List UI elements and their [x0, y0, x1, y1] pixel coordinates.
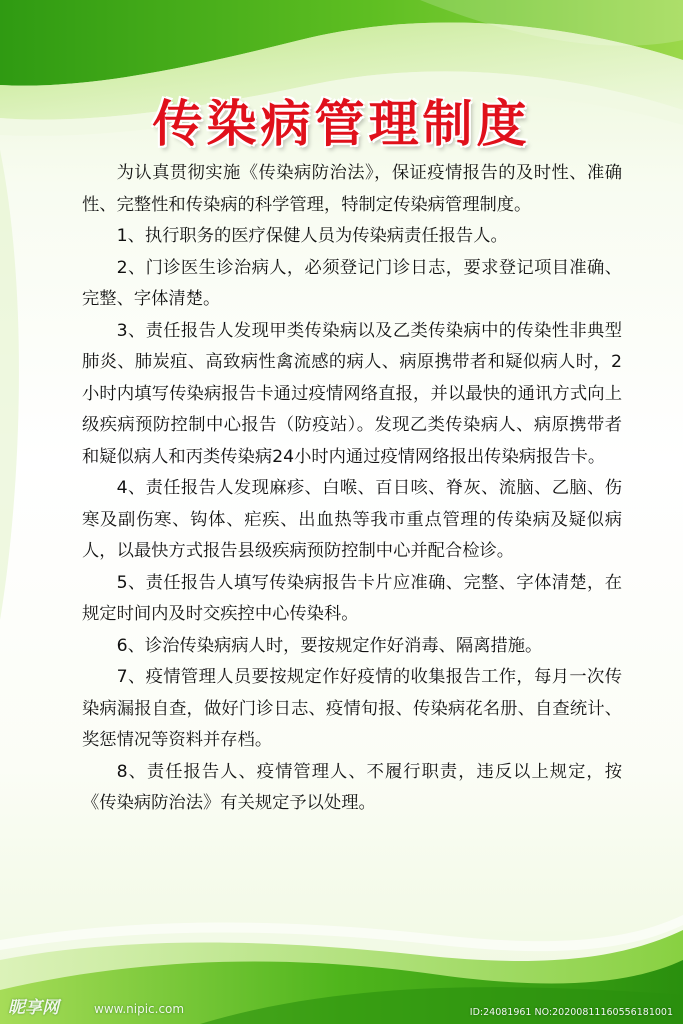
rule-item-8: 8、责任报告人、疫情管理人、不履行职责，违反以上规定，按《传染病防治法》有关规定予以处理。	[82, 761, 622, 813]
regulation-text	[82, 158, 622, 820]
rule-item-5: 5、责任报告人填写传染病报告卡片应准确、完整、字体清楚，在规定时间内及时交疾控中心传染科。	[82, 572, 622, 624]
rule-item-3: 3、责任报告人发现甲类传染病以及乙类传染病中的传染性非典型肺炎、肺炭疽、高致病性禽流感的病人、病原携带者和疑似病人时，2小时内填写传染病报告卡通过疫情网络直报，并以最快的通讯方式向上级疾病预防控制中心报告（防疫站）。发现乙类传染病人、病原携带者和疑似病人和丙类传染病24小时内通过疫情网络报出传染病报告卡。	[82, 320, 622, 467]
intro-paragraph: 为认真贯彻实施《传染病防治法》，保证疫情报告的及时性、准确性、完整性和传染病的科学管理，特制定传染病管理制度。	[82, 163, 622, 215]
watermark-id: ID:24081961 NO:20200811160556181001	[469, 1007, 673, 1018]
watermark-logo: 昵享网	[8, 998, 59, 1018]
rule-item-6: 6、诊治传染病病人时，要按规定作好消毒、隔离措施。	[116, 635, 543, 656]
rule-item-4: 4、责任报告人发现麻疹、白喉、百日咳、脊灰、流脑、乙脑、伤寒及副伤寒、钩体、疟疾、出血热等我市重点管理的传染病及疑似病人，以最快方式报告县级疾病预防控制中心并配合检诊。	[82, 478, 622, 561]
page-title: 传染病管理制度	[152, 94, 531, 153]
rule-item-7: 7、疫情管理人员要按规定作好疫情的收集报告工作，每月一次传染病漏报自查，做好门诊日志、疫情旬报、传染病花名册、自查统计、奖惩情况等资料并存档。	[82, 667, 622, 750]
watermark-url: www.nipic.com	[94, 1002, 185, 1016]
rule-item-2: 2、门诊医生诊治病人，必须登记门诊日志，要求登记项目准确、完整、字体清楚。	[82, 257, 622, 309]
rule-item-1: 1、执行职务的医疗保健人员为传染病责任报告人。	[116, 226, 508, 246]
